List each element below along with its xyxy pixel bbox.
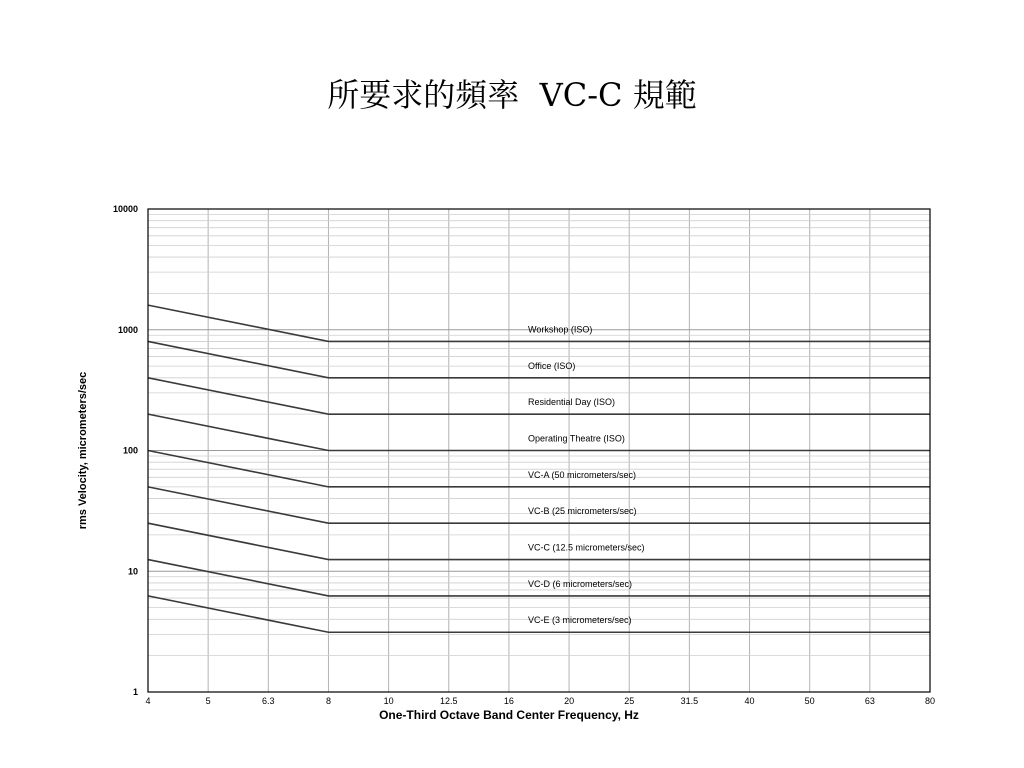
series-line (148, 596, 930, 632)
x-tick-label: 5 (205, 696, 211, 706)
series-label: Residential Day (ISO) (528, 397, 616, 408)
series-line (148, 341, 930, 377)
x-axis-label: One-Third Octave Band Center Frequency, Hz (379, 708, 639, 722)
series-label: VC-C (12.5 micrometers/sec) (528, 542, 645, 553)
x-axis-ticks (145, 696, 935, 706)
series-labels (528, 324, 645, 625)
x-tick-label: 50 (804, 696, 815, 706)
x-tick-label: 10 (383, 696, 394, 706)
x-tick-label: 16 (503, 696, 514, 706)
series-line (148, 487, 930, 523)
y-tick-label: 100 (122, 445, 138, 456)
y-axis-ticks (113, 204, 138, 697)
series-label: VC-E (3 micrometers/sec) (528, 615, 632, 626)
series-label: VC-D (6 micrometers/sec) (528, 578, 633, 589)
y-tick-label: 10000 (112, 204, 138, 214)
slide-title: 所要求的頻率 VC-C 規範 (327, 76, 697, 114)
series-line (148, 560, 930, 596)
x-tick-label: 20 (564, 696, 575, 706)
x-tick-label: 25 (624, 696, 635, 706)
y-tick-label: 10 (127, 566, 138, 577)
x-tick-label: 12.5 (440, 696, 458, 706)
series-label: Operating Theatre (ISO) (528, 433, 625, 444)
series-line (148, 414, 930, 450)
series-line (148, 523, 930, 559)
series-line (148, 378, 930, 414)
x-tick-label: 31.5 (680, 696, 699, 706)
x-tick-label: 4 (145, 696, 151, 706)
series-label: Office (ISO) (528, 360, 576, 371)
x-tick-label: 80 (924, 696, 936, 706)
x-tick-label: 40 (744, 696, 755, 706)
series-line (148, 305, 930, 341)
y-tick-label: 1000 (117, 324, 138, 335)
x-tick-label: 6.3 (262, 696, 275, 706)
x-tick-label: 8 (325, 696, 331, 706)
series-label: VC-A (50 micrometers/sec) (528, 469, 637, 480)
series-label: VC-B (25 micrometers/sec) (528, 506, 637, 517)
y-tick-label: 1 (132, 687, 138, 697)
series-label: Workshop (ISO) (528, 324, 593, 335)
y-axis-label: rms Velocity, micrometers/sec (77, 371, 89, 530)
x-tick-label: 63 (864, 696, 875, 706)
